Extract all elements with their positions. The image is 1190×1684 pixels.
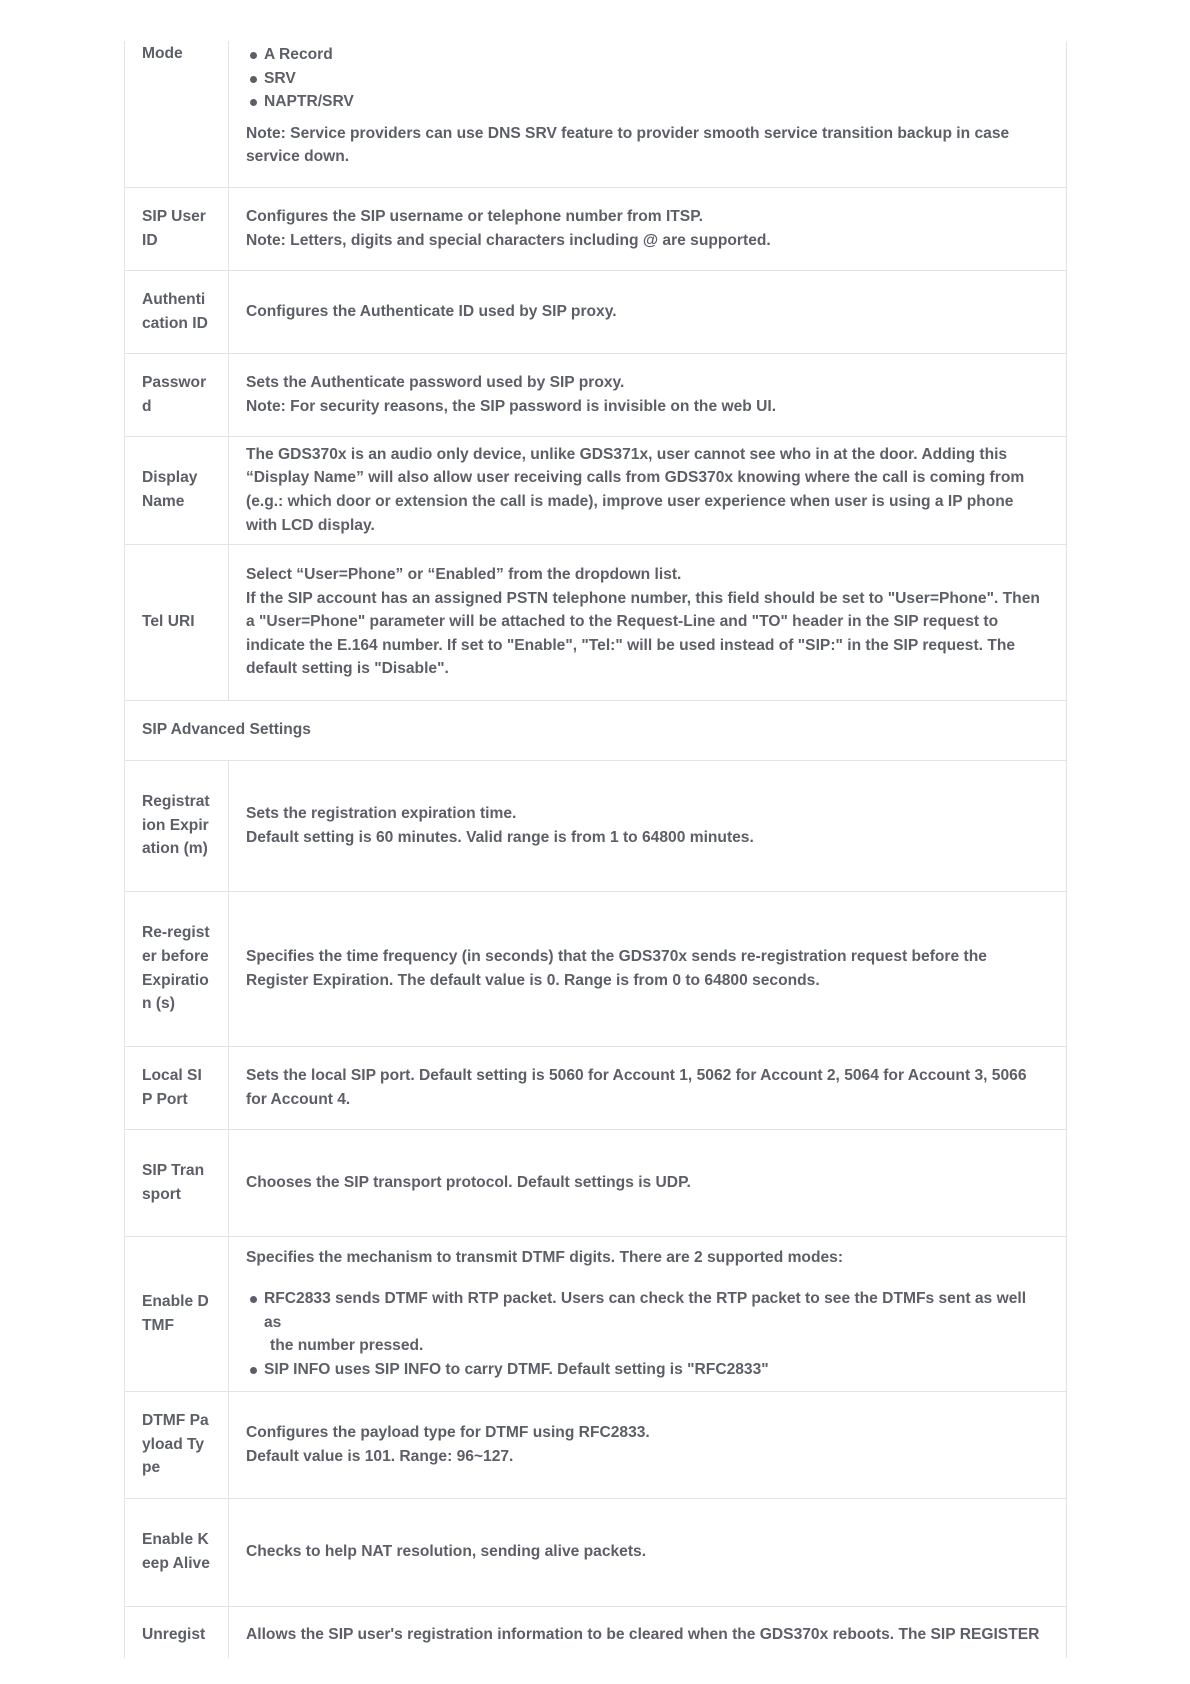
- note-text: Note: Service providers can use DNS SRV feature to provider smooth service transition backup in case service down.: [246, 124, 1010, 166]
- list-item: [248, 1287, 1042, 1358]
- row-description: [229, 544, 1067, 700]
- table-row-dtmf-payload-type: [125, 1391, 1067, 1498]
- list-item-continuation: the number pressed.: [270, 1337, 424, 1355]
- row-description: Chooses the SIP transport protocol. Default settings is UDP.: [229, 1129, 1067, 1236]
- row-label: Unregist: [125, 1606, 229, 1658]
- table-row-unregister: [125, 1606, 1067, 1658]
- row-label: Mode: [125, 41, 229, 187]
- table-row-password: [125, 353, 1067, 436]
- row-description: Sets the local SIP port. Default setting is 5060 for Account 1, 5062 for Account 2, 5064 for Account 3, 5066 for Account 4.: [229, 1046, 1067, 1129]
- row-description: [229, 1391, 1067, 1498]
- note-text: Note: Letters, digits and special characters including @ are supported.: [246, 231, 771, 249]
- row-description: [229, 760, 1067, 891]
- row-description: [229, 41, 1067, 187]
- row-description: Checks to help NAT resolution, sending alive packets.: [229, 1498, 1067, 1606]
- table-row-authentication-id: [125, 270, 1067, 353]
- row-description: [229, 187, 1067, 270]
- description-line: Configures the payload type for DTMF using RFC2833.: [246, 1423, 650, 1441]
- section-title: SIP Advanced Settings: [125, 700, 1067, 760]
- list-item: SRV: [248, 67, 1042, 91]
- row-label: Local SIP Port: [125, 1046, 229, 1129]
- row-label: Re-register before Expiration (s): [125, 891, 229, 1046]
- row-description: Allows the SIP user's registration information to be cleared when the GDS370x reboots. The SIP REGISTER: [246, 1625, 1040, 1643]
- list-item-text: RFC2833 sends DTMF with RTP packet. Users can check the RTP packet to see the DTMFs sent as well as: [264, 1290, 1027, 1331]
- row-description: Specifies the time frequency (in seconds) that the GDS370x sends re-registration request before the Register Expiration. The default value is 0. Range is from 0 to 64800 seconds.: [229, 891, 1067, 1046]
- table-row-mode: [125, 41, 1067, 187]
- table-row-sip-user-id: [125, 187, 1067, 270]
- row-label: Authentication ID: [125, 270, 229, 353]
- table-row-keep-alive: [125, 1498, 1067, 1606]
- settings-table: [124, 41, 1067, 1658]
- row-description: The GDS370x is an audio only device, unlike GDS371x, user cannot see who in at the door. Adding this “Display Name” will also allow user receiving calls from GDS370x knowing where the call is coming from (e.g.: which door or extension the call is made), improve user experience when user is using a IP phone with LCD display.: [229, 436, 1067, 544]
- row-label: Enable DTMF: [125, 1236, 229, 1391]
- description-line: Select “User=Phone” or “Enabled” from the dropdown list.: [246, 566, 682, 584]
- row-label: Display Name: [125, 436, 229, 544]
- description-line: Default value is 101. Range: 96~127.: [246, 1447, 514, 1465]
- row-label: Password: [125, 353, 229, 436]
- table-row-registration-expiration: [125, 760, 1067, 891]
- dtmf-mode-list: [246, 1287, 1042, 1381]
- table-row-display-name: [125, 436, 1067, 544]
- row-description: Configures the Authenticate ID used by SIP proxy.: [229, 270, 1067, 353]
- description-line: Configures the SIP username or telephone number from ITSP.: [246, 207, 703, 225]
- row-description: [229, 1236, 1067, 1391]
- table-row-reregister: [125, 891, 1067, 1046]
- row-label: SIP Transport: [125, 1129, 229, 1236]
- table-row-enable-dtmf: [125, 1236, 1067, 1391]
- description-line: If the SIP account has an assigned PSTN telephone number, this field should be set to "User=Phone". Then a "User=Phone" parameter will be attached to the Request-Line and "TO" header in the SIP request to indicate the E.164 number. If set to "Enable", "Tel:" will be used instead of "SIP:" in the SIP request. The default setting is "Disable".: [246, 589, 1040, 678]
- list-item: SIP INFO uses SIP INFO to carry DTMF. Default setting is "RFC2833": [248, 1358, 1042, 1382]
- description-line: Sets the registration expiration time.: [246, 804, 517, 822]
- table-row-sip-transport: [125, 1129, 1067, 1236]
- description-line: Specifies the mechanism to transmit DTMF digits. There are 2 supported modes:: [246, 1248, 844, 1266]
- table-row-local-sip-port: [125, 1046, 1067, 1129]
- description-line: Sets the Authenticate password used by SIP proxy.: [246, 373, 625, 391]
- row-label: Tel URI: [125, 544, 229, 700]
- note-text: Note: For security reasons, the SIP password is invisible on the web UI.: [246, 397, 777, 415]
- row-label: DTMF Payload Type: [125, 1391, 229, 1498]
- list-item: NAPTR/SRV: [248, 90, 1042, 114]
- row-label: SIP User ID: [125, 187, 229, 270]
- row-label: Registration Expiration (m): [125, 760, 229, 891]
- table-row-tel-uri: [125, 544, 1067, 700]
- table-row-section: [125, 700, 1067, 760]
- description-line: Default setting is 60 minutes. Valid range is from 1 to 64800 minutes.: [246, 828, 754, 846]
- row-label: Enable Keep Alive: [125, 1498, 229, 1606]
- mode-list: [246, 43, 1042, 114]
- row-description: [229, 353, 1067, 436]
- list-item: A Record: [248, 43, 1042, 67]
